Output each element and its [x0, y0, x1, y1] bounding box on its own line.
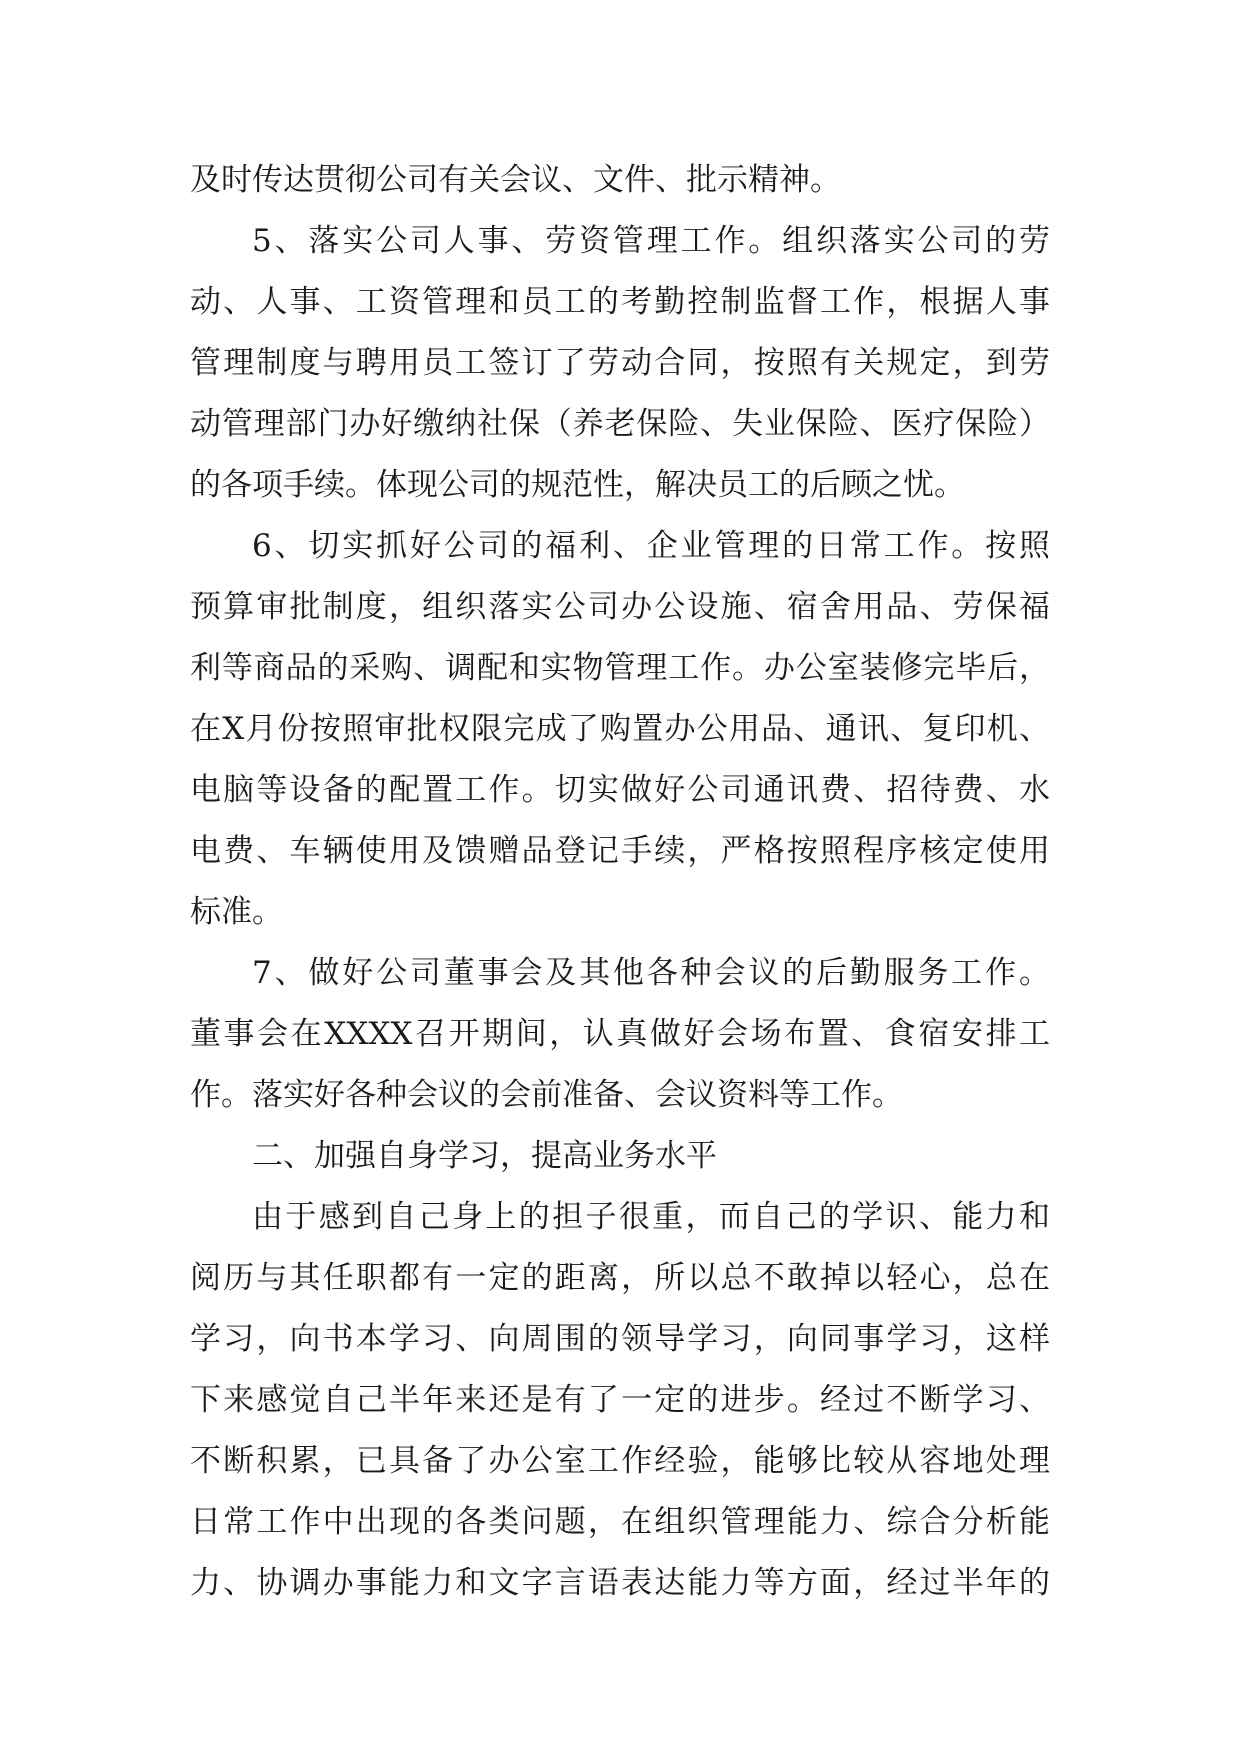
text-line: 力、协调办事能力和文字言语表达能力等方面，经过半年的	[190, 1565, 1050, 1601]
text-line: 阅历与其任职都有一定的距离，所以总不敢掉以轻心，总在	[190, 1260, 1050, 1296]
text-line: 学习，向书本学习、向周围的领导学习，向同事学习，这样	[190, 1321, 1050, 1357]
text-line: 预算审批制度，组织落实公司办公设施、宿舍用品、劳保福	[190, 589, 1050, 625]
text-line: 6、切实抓好公司的福利、企业管理的日常工作。按照	[252, 528, 1050, 564]
text-line: 二、加强自身学习，提高业务水平	[252, 1138, 717, 1174]
text-line: 利等商品的采购、调配和实物管理工作。办公室装修完毕后，	[190, 650, 1050, 686]
text-line: 管理制度与聘用员工签订了劳动合同，按照有关规定，到劳	[190, 345, 1050, 381]
text-line: 动管理部门办好缴纳社保（养老保险、失业保险、医疗保险）	[190, 406, 1050, 442]
text-line: 5、落实公司人事、劳资管理工作。组织落实公司的劳	[252, 223, 1050, 259]
text-line: 7、做好公司董事会及其他各种会议的后勤服务工作。	[252, 955, 1050, 991]
text-line: 下来感觉自己半年来还是有了一定的进步。经过不断学习、	[190, 1382, 1050, 1418]
document-body	[190, 150, 1050, 1614]
text-line: 动、人事、工资管理和员工的考勤控制监督工作，根据人事	[190, 284, 1050, 320]
text-line: 由于感到自己身上的担子很重，而自己的学识、能力和	[252, 1199, 1050, 1235]
text-line: 董事会在XXXX召开期间，认真做好会场布置、食宿安排工	[190, 1016, 1050, 1052]
text-line: 电脑等设备的配置工作。切实做好公司通讯费、招待费、水	[190, 772, 1050, 808]
text-line: 作。落实好各种会议的会前准备、会议资料等工作。	[190, 1077, 903, 1113]
text-line: 及时传达贯彻公司有关会议、文件、批示精神。	[190, 162, 841, 198]
text-line: 在X月份按照审批权限完成了购置办公用品、通讯、复印机、	[190, 711, 1050, 747]
text-line: 的各项手续。体现公司的规范性，解决员工的后顾之忧。	[190, 467, 965, 503]
text-line: 电费、车辆使用及馈赠品登记手续，严格按照程序核定使用	[190, 833, 1050, 869]
text-line: 日常工作中出现的各类问题，在组织管理能力、综合分析能	[190, 1504, 1050, 1540]
text-line: 不断积累，已具备了办公室工作经验，能够比较从容地处理	[190, 1443, 1050, 1479]
text-line: 标准。	[190, 894, 283, 930]
